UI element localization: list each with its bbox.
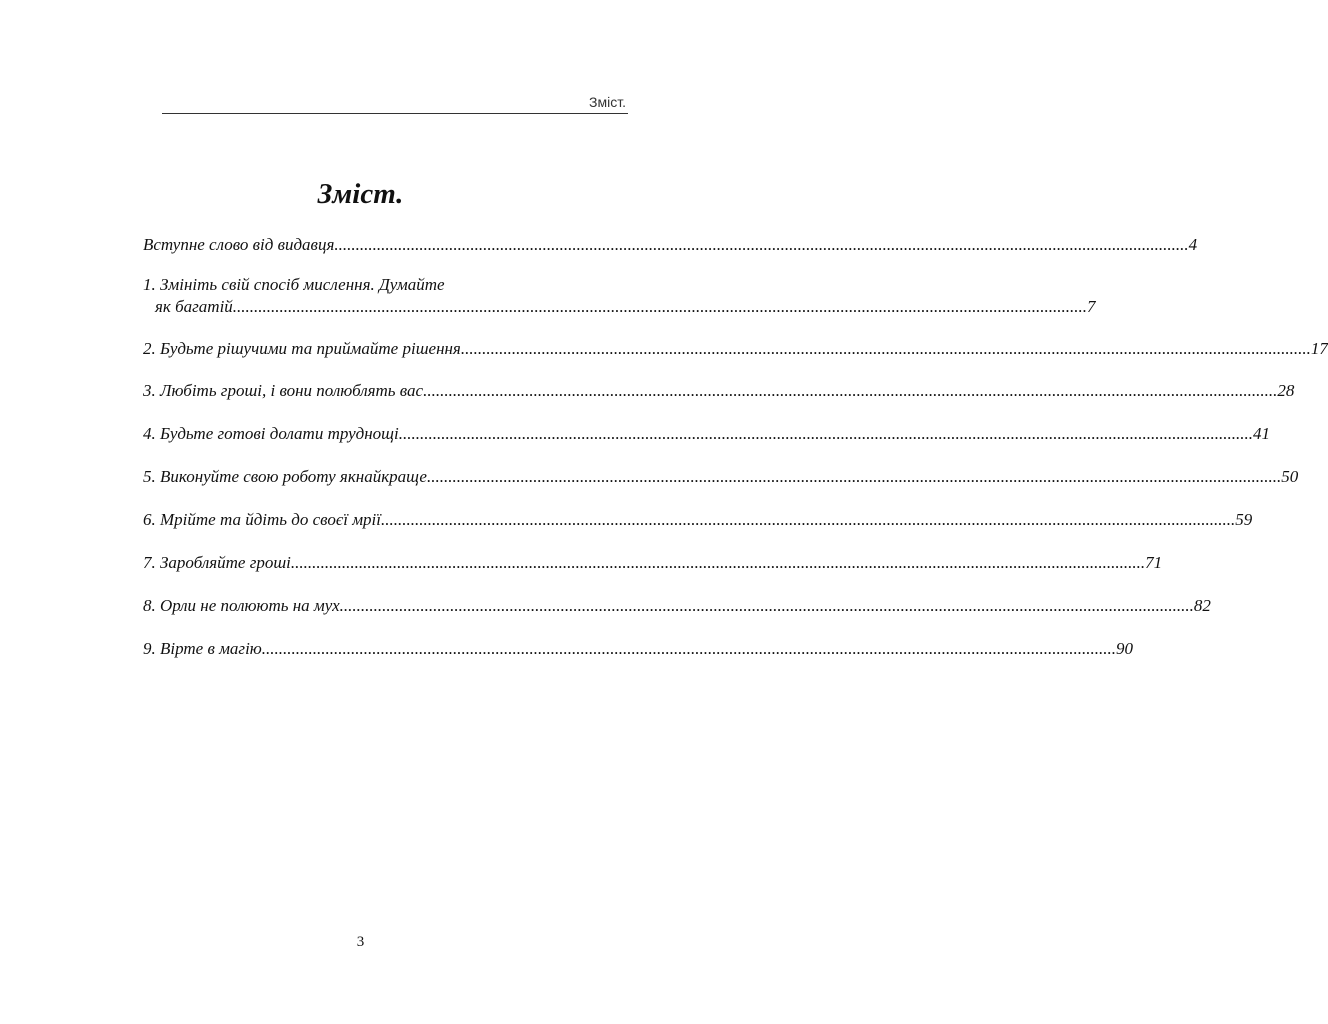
toc-entry-page: 50 [1281, 467, 1299, 486]
toc-line [143, 638, 1134, 660]
toc-leader-dots: ........................................................................................................................................................................................................ [295, 553, 1146, 572]
toc-line [143, 552, 1163, 574]
toc-entry-title: 7. Заробляйте гроші. [143, 553, 296, 572]
toc-entry [143, 234, 1198, 256]
toc-entry-title: 5. Виконуйте свою роботу якнайкраще. [143, 467, 432, 486]
toc-entry-title: Вступне слово від видавця. [143, 235, 339, 254]
toc-entry-page: 90 [1116, 639, 1134, 658]
toc-entry [143, 466, 1299, 488]
page-number: 3 [356, 934, 365, 950]
toc-leader-dots: ........................................................................................................................................................................................................ [338, 235, 1189, 254]
toc-list [143, 234, 1328, 660]
toc-entry-page: 4 [1188, 235, 1198, 254]
toc-entry [143, 338, 1328, 360]
toc-entry [143, 595, 1211, 617]
toc-entry-title: як багатій. [155, 297, 238, 316]
toc-line [143, 380, 1295, 402]
toc-entry-title: 3. Любіть гроші, і вони полюблять вас. [143, 381, 428, 400]
toc-entry-title: 2. Будьте рішучими та приймайте рішення [143, 339, 461, 358]
toc-line [143, 234, 1198, 256]
toc-leader-dots: ........................................................................................................................................................................................................ [402, 424, 1253, 443]
toc-leader-dots: ........................................................................................................................................................................................................ [237, 297, 1088, 316]
toc-entry-page: 28 [1277, 381, 1295, 400]
toc-line [143, 338, 1328, 360]
toc-line [143, 423, 1270, 445]
header-rule [162, 113, 628, 114]
toc-entry-title: 1. Змініть свій спосіб мислення. Думайте [143, 275, 445, 294]
toc-entry [143, 423, 1270, 445]
toc-entry-page: 41 [1252, 424, 1270, 443]
toc-entry-title: 8. Орли не полюють на мух. [143, 596, 344, 615]
toc-leader-dots: ........................................................................................................................................................................................................ [266, 639, 1117, 658]
toc-entry [143, 380, 1295, 402]
toc-leader-dots: ........................................................................................................................................................................................................ [343, 596, 1194, 615]
toc-leader-dots: ........................................................................................................................................................................................................ [431, 467, 1282, 486]
toc-leader-dots: ........................................................................................................................................................................................................ [460, 339, 1311, 358]
toc-entry-page: 71 [1145, 553, 1163, 572]
toc-entry [143, 274, 1096, 318]
toc-entry-page: 17 [1310, 339, 1328, 358]
toc-line [143, 595, 1211, 617]
toc-line [143, 466, 1299, 488]
toc-leader-dots: ........................................................................................................................................................................................................ [385, 510, 1236, 529]
toc-entry [143, 509, 1253, 531]
toc-entry [143, 552, 1163, 574]
toc-line [143, 509, 1253, 531]
toc-line [143, 296, 1096, 318]
toc-entry-page: 7 [1087, 297, 1096, 316]
running-head: Зміст. [589, 94, 626, 110]
toc-entry [143, 638, 1134, 660]
page-title: Зміст. [317, 178, 404, 210]
toc-entry-title: 9. Вірте в магію. [143, 639, 267, 658]
toc-line [143, 274, 600, 296]
toc-entry-page: 59 [1235, 510, 1253, 529]
toc-entry-page: 82 [1193, 596, 1211, 615]
toc-leader-dots: ........................................................................................................................................................................................................ [427, 381, 1278, 400]
toc-entry-title: 6. Мрійте та йдіть до своєї мрії. [143, 510, 386, 529]
toc-entry-title: 4. Будьте готові долати труднощі. [143, 424, 403, 443]
